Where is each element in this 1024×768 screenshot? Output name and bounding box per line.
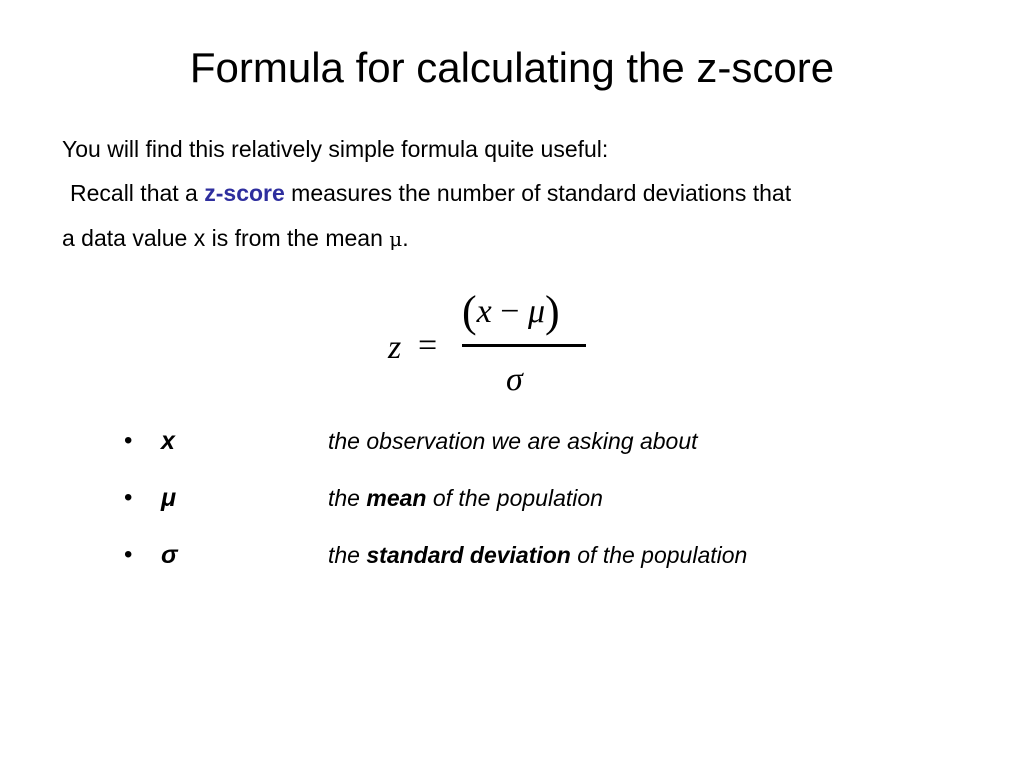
recall-text-line-1 xyxy=(70,178,791,208)
slide-title: Formula for calculating the z-score xyxy=(189,44,835,91)
formula-lhs-z: z xyxy=(388,329,402,366)
recall-line2-end: . xyxy=(402,225,409,251)
formula-numerator xyxy=(462,287,560,336)
formula-equals: = xyxy=(418,327,438,364)
mean-symbol-inline: μ xyxy=(389,227,403,251)
z-score-formula xyxy=(388,287,598,402)
z-score-term: z-score xyxy=(204,180,285,206)
numerator-close-paren: ) xyxy=(545,287,560,336)
bullet-symbol: μ xyxy=(161,484,177,512)
numerator-x: x xyxy=(476,293,492,330)
numerator-open-paren: ( xyxy=(462,287,477,336)
numerator-mu: μ xyxy=(527,293,546,330)
bullet-desc-bold: standard deviation xyxy=(366,542,571,568)
bullet-desc-after: of the population xyxy=(426,485,603,511)
bullet-dot-icon: • xyxy=(124,484,133,511)
numerator-minus: − xyxy=(491,293,528,330)
bullet-dot-icon: • xyxy=(124,541,133,568)
bullet-description xyxy=(328,483,603,513)
recall-text-line-2 xyxy=(62,223,409,254)
bullet-desc-before: the xyxy=(328,485,367,511)
intro-text: You will find this relatively simple formula quite useful: xyxy=(62,136,609,162)
bullet-description xyxy=(328,540,747,570)
bullet-desc-after: of the population xyxy=(570,542,748,568)
formula-denominator-sigma: σ xyxy=(506,361,523,398)
bullet-desc-before: the xyxy=(328,542,367,568)
recall-suffix: measures the number of standard deviations that xyxy=(284,180,792,206)
bullet-dot-icon: • xyxy=(124,427,133,454)
recall-prefix: Recall that a xyxy=(70,180,205,206)
bullet-symbol: σ xyxy=(161,541,178,569)
recall-line2-text: a data value x is from the mean xyxy=(62,225,390,251)
bullet-desc-before: the observation we are asking about xyxy=(328,428,698,454)
fraction-bar xyxy=(462,344,586,347)
bullet-desc-bold: mean xyxy=(366,485,427,511)
bullet-description xyxy=(328,426,698,456)
bullet-symbol: x xyxy=(161,427,175,455)
